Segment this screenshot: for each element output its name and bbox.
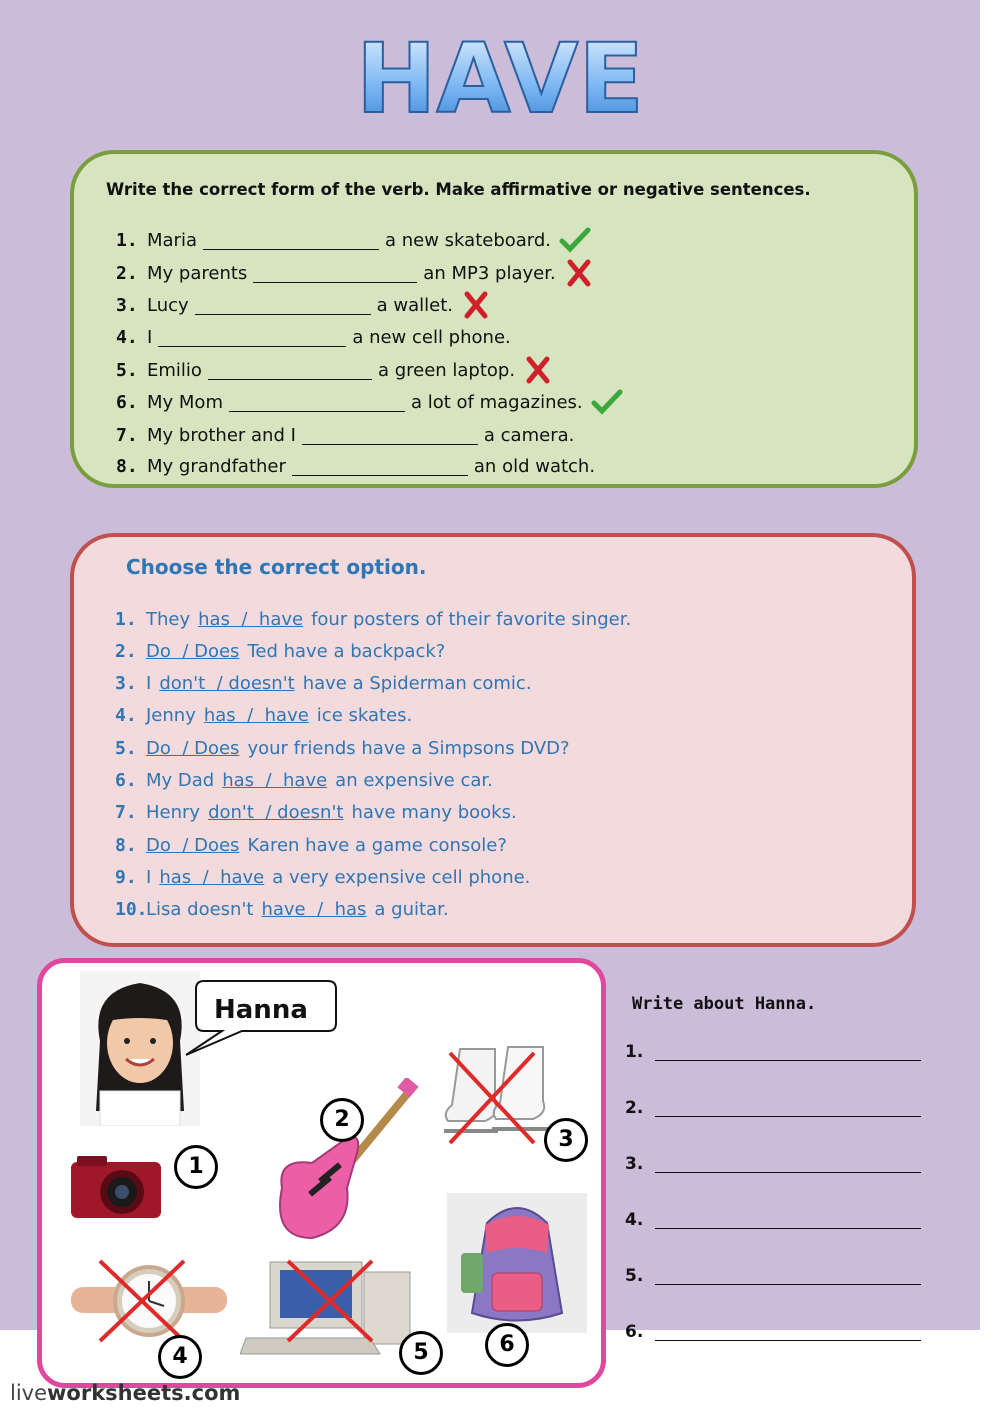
sentence-end: an MP3 player. bbox=[423, 262, 556, 284]
exercise-1-item bbox=[116, 419, 574, 451]
line-rule bbox=[655, 1228, 921, 1229]
answer-options[interactable]: has / have bbox=[203, 704, 309, 726]
answer-options[interactable]: Do / Does bbox=[146, 737, 240, 759]
answer-blank[interactable] bbox=[203, 231, 379, 250]
exercise-1-instruction: Write the correct form of the verb. Make affirmative or negative sentences. bbox=[106, 180, 811, 199]
item-number: 7. bbox=[116, 424, 138, 446]
answer-options[interactable]: has / have bbox=[159, 866, 265, 888]
item-number: 4. bbox=[115, 704, 137, 726]
exercise-3-instruction: Write about Hanna. bbox=[632, 994, 817, 1014]
sentence-end: a new skateboard. bbox=[385, 229, 552, 251]
answer-blank[interactable] bbox=[208, 361, 372, 380]
item-number: 2. bbox=[116, 262, 138, 284]
sentence-end: a wallet. bbox=[376, 294, 454, 316]
sentence-start: I bbox=[147, 326, 153, 348]
line-number: 6. bbox=[625, 1322, 644, 1342]
cross-icon bbox=[461, 291, 493, 319]
answer-options[interactable]: Do / Does bbox=[146, 834, 240, 856]
line-rule bbox=[655, 1060, 921, 1061]
footer-suffix: .com bbox=[183, 1381, 241, 1405]
title-text: HAVE bbox=[356, 30, 644, 120]
answer-blank[interactable] bbox=[158, 328, 346, 347]
exercise-2-item bbox=[115, 764, 493, 796]
exercise-1-item bbox=[116, 450, 595, 482]
exercise-2-item bbox=[115, 667, 532, 699]
line-number: 5. bbox=[625, 1266, 644, 1286]
line-number: 4. bbox=[625, 1210, 644, 1230]
hanna-picture-box bbox=[37, 958, 606, 1388]
exercise-1-item bbox=[116, 354, 555, 386]
footer-brand-name: worksheets bbox=[47, 1381, 184, 1405]
item-number-3: 3 bbox=[544, 1118, 588, 1162]
exercise-2-item bbox=[115, 635, 445, 667]
line-rule bbox=[655, 1172, 921, 1173]
answer-blank[interactable] bbox=[253, 264, 417, 283]
sentence-end: a guitar. bbox=[374, 898, 449, 920]
exercise-2-item bbox=[115, 796, 517, 828]
item-number-1: 1 bbox=[174, 1145, 218, 1189]
sentence-end: have a Spiderman comic. bbox=[302, 672, 532, 694]
sentence-start: Lisa doesn't bbox=[146, 898, 254, 920]
worksheet-title bbox=[0, 30, 1000, 120]
sentence-start: They bbox=[146, 608, 191, 630]
writing-line[interactable] bbox=[625, 1266, 925, 1290]
sentence-end: a new cell phone. bbox=[352, 326, 511, 348]
answer-options[interactable]: don't / doesn't bbox=[159, 672, 295, 694]
exercise-2-item bbox=[115, 603, 631, 635]
sentence-end: a very expensive cell phone. bbox=[272, 866, 531, 888]
answer-blank[interactable] bbox=[229, 393, 405, 412]
item-number: 10. bbox=[115, 898, 148, 920]
sentence-end: a green laptop. bbox=[377, 359, 516, 381]
item-number: 9. bbox=[115, 866, 137, 888]
sentence-start: My parents bbox=[147, 262, 248, 284]
item-number: 1. bbox=[115, 608, 137, 630]
backpack-icon bbox=[447, 1193, 587, 1333]
line-number: 3. bbox=[625, 1154, 644, 1174]
cross-mark-skates bbox=[442, 1043, 542, 1153]
item-number-6: 6 bbox=[485, 1323, 529, 1367]
sentence-start: Lucy bbox=[147, 294, 189, 316]
camera-icon bbox=[67, 1148, 167, 1223]
check-icon bbox=[559, 226, 591, 254]
exercise-2-item bbox=[115, 829, 507, 861]
sentence-end: your friends have a Simpsons DVD? bbox=[247, 737, 570, 759]
sentence-start: I bbox=[146, 672, 152, 694]
sentence-end: a lot of magazines. bbox=[410, 391, 583, 413]
cross-mark-computer bbox=[280, 1255, 380, 1347]
exercise-2-box bbox=[70, 533, 916, 947]
sentence-start: My brother and I bbox=[147, 424, 296, 446]
cross-mark-watch bbox=[92, 1255, 192, 1347]
sentence-end: an old watch. bbox=[473, 455, 596, 477]
item-number: 5. bbox=[115, 737, 137, 759]
sentence-start: Maria bbox=[147, 229, 197, 251]
item-number: 7. bbox=[115, 801, 137, 823]
exercise-2-item bbox=[115, 732, 570, 764]
sentence-start: My Dad bbox=[146, 769, 215, 791]
exercise-1-item bbox=[116, 321, 511, 353]
answer-options[interactable]: has / have bbox=[198, 608, 304, 630]
item-number: 8. bbox=[115, 834, 137, 856]
sentence-end: Karen have a game console? bbox=[247, 834, 507, 856]
sentence-end: an expensive car. bbox=[335, 769, 493, 791]
writing-line[interactable] bbox=[625, 1210, 925, 1234]
answer-blank[interactable] bbox=[292, 457, 468, 476]
answer-options[interactable]: don't / doesn't bbox=[208, 801, 344, 823]
item-number: 6. bbox=[116, 391, 138, 413]
sentence-end: Ted have a backpack? bbox=[247, 640, 446, 662]
sentence-start: My Mom bbox=[147, 391, 223, 413]
sentence-start: Emilio bbox=[147, 359, 202, 381]
answer-options[interactable]: Do / Does bbox=[146, 640, 240, 662]
answer-blank[interactable] bbox=[195, 296, 371, 315]
sentence-start: Henry bbox=[146, 801, 201, 823]
footer-brand bbox=[10, 1381, 240, 1405]
exercise-2-instruction: Choose the correct option. bbox=[126, 555, 427, 579]
cross-icon bbox=[564, 259, 596, 287]
exercise-1-item bbox=[116, 386, 623, 418]
writing-line[interactable] bbox=[625, 1042, 925, 1066]
item-number-2: 2 bbox=[320, 1098, 364, 1142]
writing-line[interactable] bbox=[625, 1098, 925, 1122]
exercise-2-item bbox=[115, 861, 530, 893]
exercise-1-item bbox=[116, 289, 493, 321]
line-number: 1. bbox=[625, 1042, 644, 1062]
sentence-start: Jenny bbox=[146, 704, 196, 726]
footer-prefix: live bbox=[10, 1381, 48, 1405]
exercise-2-item bbox=[115, 699, 412, 731]
sentence-start: My grandfather bbox=[147, 455, 286, 477]
item-number: 3. bbox=[116, 294, 138, 316]
answer-options[interactable]: has / have bbox=[222, 769, 328, 791]
item-number-4: 4 bbox=[158, 1335, 202, 1379]
exercise-1-item bbox=[116, 224, 591, 256]
line-rule bbox=[655, 1340, 921, 1341]
item-number: 2. bbox=[115, 640, 137, 662]
item-number: 4. bbox=[116, 326, 138, 348]
item-number-5: 5 bbox=[399, 1331, 443, 1375]
item-number: 6. bbox=[115, 769, 137, 791]
speech-bubble-name: Hanna bbox=[214, 995, 308, 1025]
exercise-1-box bbox=[70, 150, 918, 488]
item-number: 8. bbox=[116, 455, 138, 477]
writing-line[interactable] bbox=[625, 1322, 925, 1346]
cross-icon bbox=[523, 356, 555, 384]
line-number: 2. bbox=[625, 1098, 644, 1118]
sentence-end: four posters of their favorite singer. bbox=[311, 608, 632, 630]
writing-line[interactable] bbox=[625, 1154, 925, 1178]
check-icon bbox=[591, 388, 623, 416]
sentence-end: ice skates. bbox=[316, 704, 413, 726]
item-number: 3. bbox=[115, 672, 137, 694]
exercise-2-item bbox=[115, 893, 449, 925]
item-number: 5. bbox=[116, 359, 138, 381]
item-number: 1. bbox=[116, 229, 138, 251]
sentence-start: I bbox=[146, 866, 152, 888]
answer-blank[interactable] bbox=[302, 426, 478, 445]
line-rule bbox=[655, 1116, 921, 1117]
sentence-end: have many books. bbox=[351, 801, 517, 823]
answer-options[interactable]: have / has bbox=[261, 898, 367, 920]
exercise-1-item bbox=[116, 257, 596, 289]
line-rule bbox=[655, 1284, 921, 1285]
sentence-end: a camera. bbox=[483, 424, 575, 446]
